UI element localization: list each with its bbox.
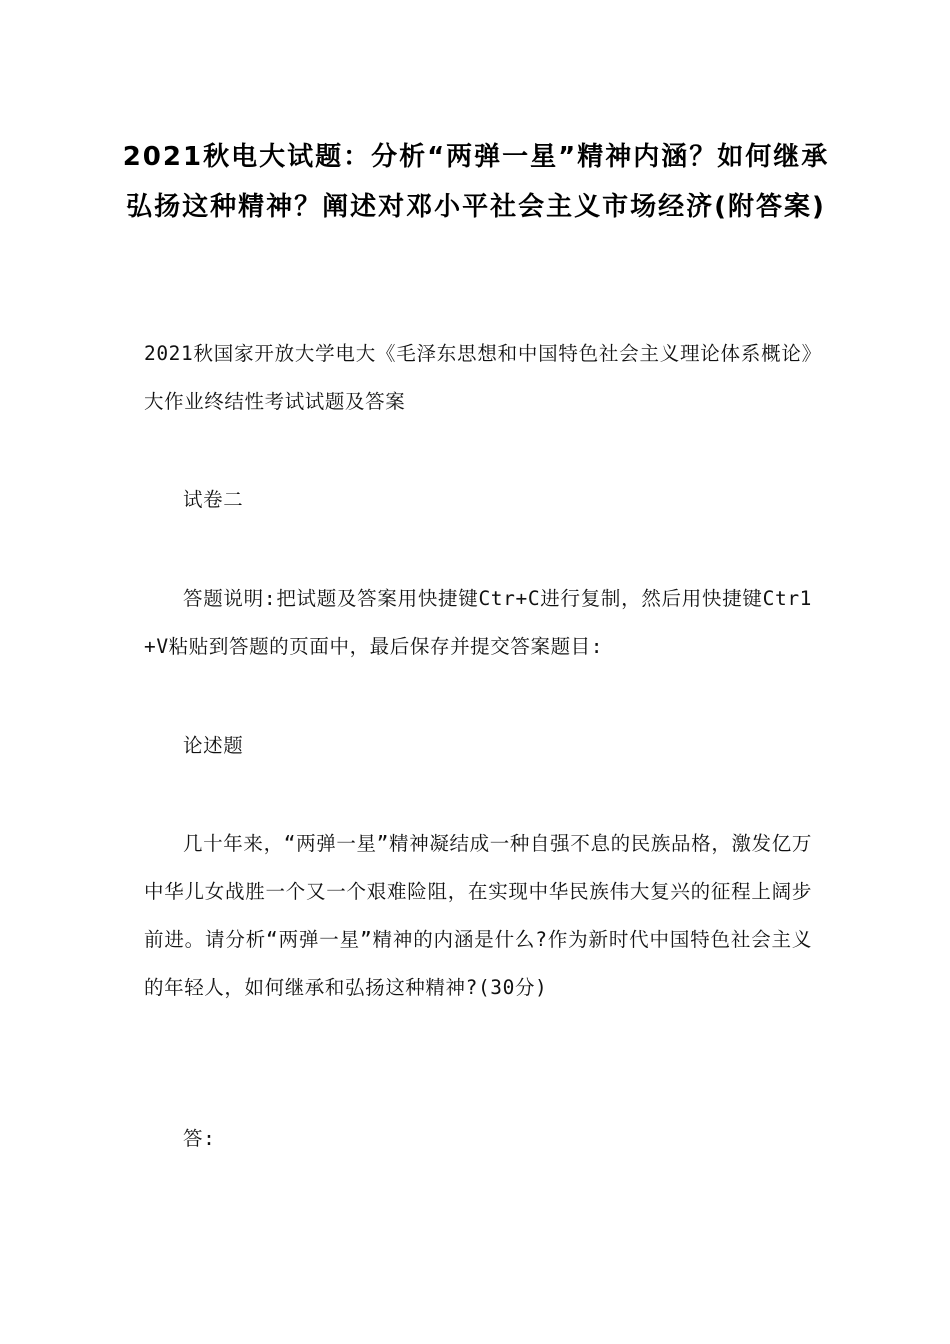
intro-paragraph: 2021秋国家开放大学电大《毛泽东思想和中国特色社会主义理论体系概论》大作业终结性考试试题及答案: [144, 342, 812, 413]
section-label: 论述题: [183, 734, 244, 757]
paper-label: 试卷二: [183, 488, 244, 511]
answer-label: 答:: [183, 1127, 216, 1150]
document-title: 2021秋电大试题：分析“两弹一星”精神内涵？如何继承弘扬这种精神？阐述对邓小平社会主义市场经济(附答案): [122, 142, 830, 222]
question-paragraph: 几十年来，“两弹一星”精神凝结成一种自强不息的民族品格，激发亿万中华儿女战胜一个又一个艰难险阻，在实现中华民族伟大复兴的征程上阔步前进。请分析“两弹一星”精神的内涵是什么?作为新时代中国特色社会主义的年轻人，如何继承和弘扬这种精神?(30分): [144, 832, 812, 999]
instructions-paragraph: 答题说明:把试题及答案用快捷键Ctr+C进行复制，然后用快捷键Ctr1+V粘贴到答题的页面中，最后保存并提交答案题目:: [144, 587, 812, 658]
